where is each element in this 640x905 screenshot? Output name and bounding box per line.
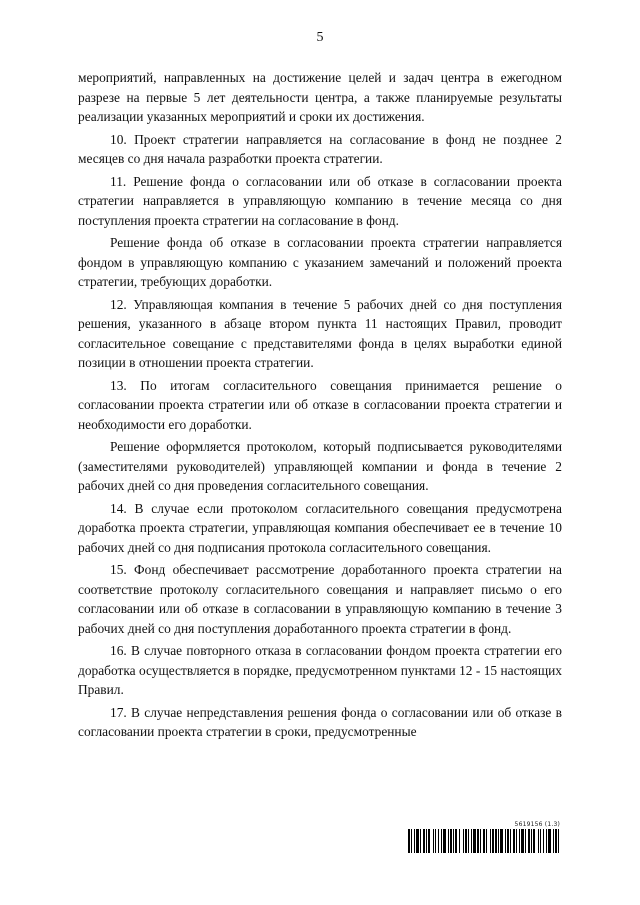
paragraph-item-13: 13. По итогам согласительного совещания принимается решение о согласовании проекта стратегии или об отказе в согласовании проекта стратегии и необходимости его доработки. — [78, 377, 562, 432]
paragraph-item-14: 14. В случае если протоколом согласительного совещания предусмотрена доработка проекта стратегии, управляющая компания обеспечивает ее в течение 10 рабочих дней со дня подписания протокола согласительного совещания. — [78, 500, 562, 555]
paragraph-continuation: мероприятий, направленных на достижение целей и задач центра в ежегодном разрезе на первые 5 лет деятельности центра, а также планируемые результаты реализации указанных мероприятий и сроки их достижения. — [78, 70, 562, 124]
barcode-image — [408, 829, 560, 853]
page-number: 5 — [316, 30, 324, 45]
paragraph-item-13-second: Решение оформляется протоколом, который подписывается руководителями (заместителями руководителей) управляющей компании и фонда в течение 2 рабочих дней со дня проведения согласительного совещания. — [78, 439, 562, 493]
paragraph-item-16: 16. В случае повторного отказа в согласовании фондом проекта стратегии его доработка осуществляется в порядке, предусмотренном пунктами 12 - 15 настоящих Правил. — [78, 643, 562, 697]
paragraph-item-15: 15. Фонд обеспечивает рассмотрение доработанного проекта стратегии на соответствие протоколу согласительного совещания и направляет письмо о его согласовании или об отказе в согласовании в управляющую компанию в течение 3 рабочих дней со дня поступления доработанного проекта стратегии в фонд. — [78, 562, 562, 636]
paragraph-item-11: 11. Решение фонда о согласовании или об отказе в согласовании проекта стратегии направляется в управляющую компанию в течение месяца со дня поступления проекта стратегии на согласование в фонд. — [78, 173, 562, 228]
paragraph-item-12: 12. Управляющая компания в течение 5 рабочих дней со дня поступления решения, указанного в абзаце втором пункта 11 настоящих Правил, проводит согласительное совещание с представителями фонда в целях выработки единой позиции в отношении проекта стратегии. — [78, 296, 562, 370]
barcode-block — [408, 821, 560, 853]
paragraph-item-10: 10. Проект стратегии направляется на согласование в фонд не позднее 2 месяцев со дня начала разработки проекта стратегии. — [78, 131, 562, 166]
barcode-code: 5619156 (1.3) — [514, 821, 560, 828]
paragraph-item-11-second: Решение фонда об отказе в согласовании проекта стратегии направляется фондом в управляющую компанию с указанием замечаний и положений проекта стратегии, требующих доработки. — [78, 235, 562, 289]
document-body — [78, 68, 562, 745]
paragraph-item-17: 17. В случае непредставления решения фонда о согласовании или об отказе в согласовании проекта стратегии в сроки, предусмотренные — [78, 704, 562, 739]
